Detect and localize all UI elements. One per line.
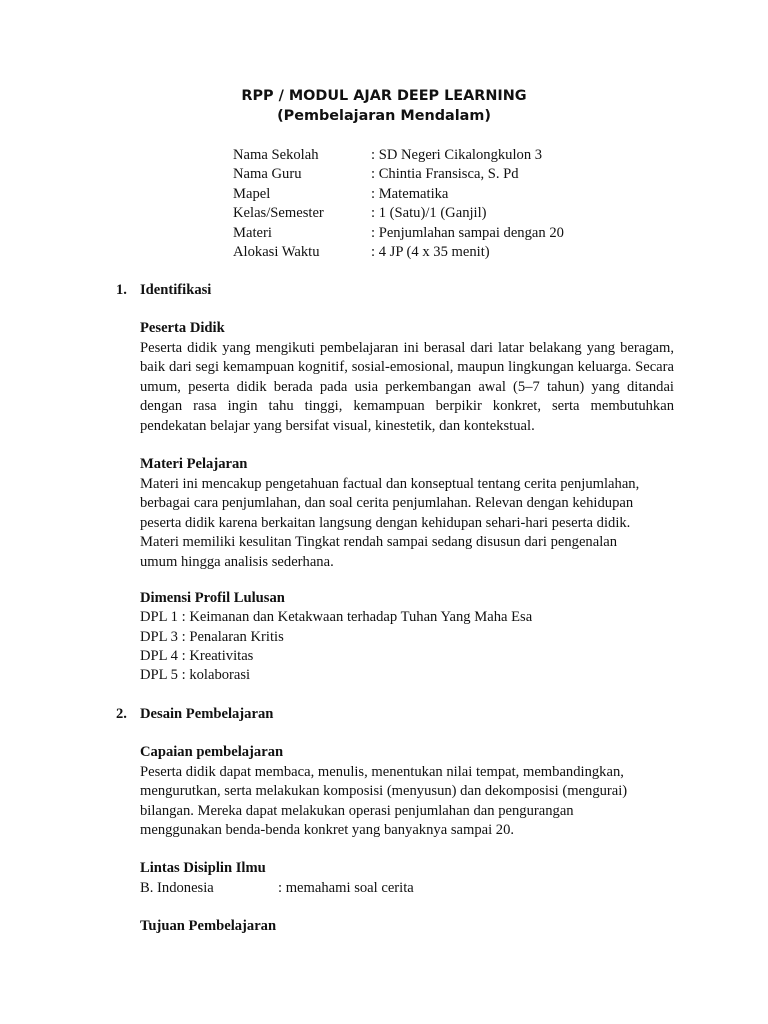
section-number: 2. — [116, 706, 127, 722]
info-value: : SD Negeri Cikalongkulon 3 — [371, 147, 543, 163]
info-value: : Chintia Fransisca, S. Pd — [371, 166, 519, 183]
paragraph-peserta-didik: Peserta didik yang mengikuti pembelajaran ini berasal dari latar belakang yang beragam, baik dari segi kemampuan kognitif, sosial-emosional, maupun lingkungan keluarga. Secara umum, peserta didik berada pada usia perkembangan awal (5–7 tahun) yang ditandai dengan rasa ingin tahu tinggi, kemampuan berpikir konkret, serta membutuhkan pendekatan belajar yang bersifat visual, kinestetik, dan kontekstual. — [140, 339, 674, 434]
subsection-tujuan — [140, 917, 674, 937]
discipline-value: : memahami soal cerita — [278, 879, 414, 896]
info-row-class-semester — [233, 204, 564, 223]
paragraph-line: mengurutkan, serta melakukan komposisi (menyusun) dan dekomposisi (mengurai) — [140, 783, 628, 799]
list-item: DPL 3 : Penalaran Kritis — [140, 628, 284, 645]
paragraph-line: Materi memiliki kesulitan Tingkat rendah sampai sedang disusun dari pengenalan — [140, 534, 618, 550]
info-value: : 1 (Satu)/1 (Ganjil) — [371, 205, 487, 222]
info-row-teacher — [233, 165, 564, 184]
paragraph-line: Materi ini mencakup pengetahuan factual dan konseptual tentang cerita penjumlahan, — [140, 475, 640, 492]
subsection-title: Lintas Disiplin Ilmu — [140, 860, 266, 876]
subsection-lintas-disiplin — [140, 859, 674, 898]
section-title: Identifikasi — [140, 282, 212, 298]
section-title: Desain Pembelajaran — [140, 706, 274, 722]
title-line-2: (Pembelajaran Mendalam) — [277, 108, 491, 124]
section-heading-desain — [116, 705, 273, 725]
discipline-row — [140, 879, 674, 899]
discipline-label: B. Indonesia — [140, 879, 214, 896]
list-item: DPL 1 : Keimanan dan Ketakwaan terhadap Tuhan Yang Maha Esa — [140, 609, 533, 626]
paragraph-line: Peserta didik dapat membaca, menulis, menentukan nilai tempat, membandingkan, — [140, 763, 624, 780]
subsection-peserta-didik — [140, 319, 674, 436]
info-label: Mapel — [233, 185, 271, 202]
subsection-title: Dimensi Profil Lulusan — [140, 590, 285, 606]
paragraph-line: umum hingga analisis sederhana. — [140, 553, 334, 570]
title-line-1: RPP / MODUL AJAR DEEP LEARNING — [241, 88, 527, 104]
paragraph-line: berbagai cara penjumlahan, dan soal cerita penjumlahan. Relevan dengan kehidupan — [140, 495, 634, 511]
info-label: Kelas/Semester — [233, 205, 324, 222]
info-row-material — [233, 224, 564, 243]
paragraph-line: peserta didik karena berkaitan langsung dengan kehidupan sehari-hari peserta didik. — [140, 514, 631, 531]
subsection-dimensi-profil — [140, 589, 674, 685]
info-value: : Penjumlahan sampai dengan 20 — [371, 224, 564, 241]
identity-table — [233, 146, 564, 262]
info-value: : 4 JP (4 x 35 menit) — [371, 243, 490, 260]
list-item: DPL 4 : Kreativitas — [140, 647, 254, 664]
subsection-title: Capaian pembelajaran — [140, 744, 284, 760]
info-value: : Matematika — [371, 185, 449, 202]
subsection-materi-pelajaran — [140, 455, 674, 572]
info-label: Nama Guru — [233, 166, 302, 183]
section-heading-identifikasi — [116, 281, 211, 301]
subsection-title: Peserta Didik — [140, 320, 225, 336]
info-row-time-allocation — [233, 243, 564, 262]
subsection-capaian — [140, 743, 674, 841]
info-label: Alokasi Waktu — [233, 243, 320, 260]
subsection-title: Materi Pelajaran — [140, 456, 248, 472]
subsection-title: Tujuan Pembelajaran — [140, 918, 277, 934]
list-item: DPL 5 : kolaborasi — [140, 667, 251, 684]
info-row-school — [233, 146, 564, 165]
document-title — [0, 86, 768, 126]
paragraph-line: menggunakan benda-benda konkret yang banyaknya sampai 20. — [140, 822, 515, 838]
section-number: 1. — [116, 282, 127, 298]
info-label: Nama Sekolah — [233, 147, 319, 163]
info-row-subject — [233, 185, 564, 204]
info-label: Materi — [233, 224, 272, 241]
paragraph-line: bilangan. Mereka dapat melakukan operasi penjumlahan dan pengurangan — [140, 802, 574, 819]
